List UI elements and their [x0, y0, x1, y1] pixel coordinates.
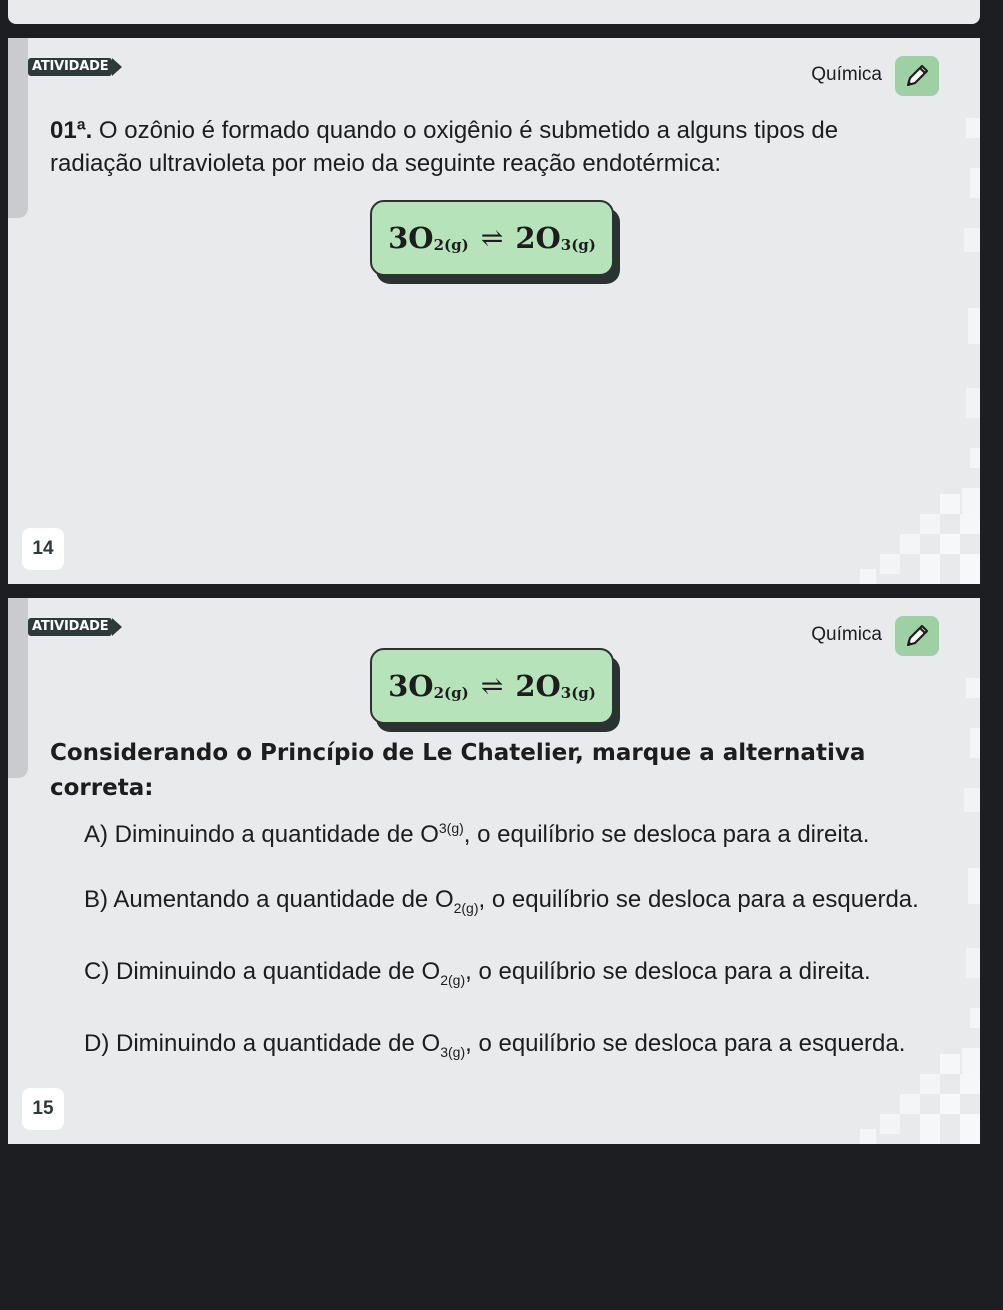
page-number: 15 — [22, 1088, 64, 1130]
chemical-equation — [370, 648, 614, 724]
chemical-equation — [370, 200, 614, 276]
page-number: 14 — [22, 528, 64, 570]
reactant: 3O — [388, 669, 434, 703]
equation-card — [370, 200, 622, 284]
question-text — [50, 114, 910, 180]
reactant: 3O — [388, 221, 434, 255]
slide-14 — [8, 38, 980, 584]
previous-slide-edge — [8, 0, 980, 24]
option-d-script: 3(g) — [440, 1043, 466, 1060]
option-a-tail: , o equilíbrio se desloca para a direita. — [463, 821, 870, 848]
option-c-script: 2(g) — [440, 971, 466, 988]
option-b-text: B) Aumentando a quantidade de O — [84, 886, 454, 913]
option-a-text: A) Diminuindo a quantidade de O — [84, 821, 439, 848]
product-state: 3(g) — [560, 684, 596, 702]
subject-label: Química — [811, 64, 882, 85]
product: 2O — [515, 669, 561, 703]
option-c — [84, 956, 944, 996]
pencil-icon — [895, 616, 939, 656]
question-body: O ozônio é formado quando o oxigênio é submetido a alguns tipos de radiação ultravioleta por meio da seguinte reação endotérmica: — [50, 117, 839, 177]
equilibrium-arrow: ⇌ — [480, 670, 504, 702]
option-c-text: C) Diminuindo a quantidade de O — [84, 958, 441, 985]
equation-card — [370, 648, 622, 732]
subject-label: Química — [811, 624, 882, 645]
option-a — [84, 813, 944, 850]
option-d-tail: , o equilíbrio se desloca para a esquerda. — [465, 1030, 906, 1057]
pixel-cluster-decoration — [840, 494, 980, 584]
product-state: 3(g) — [560, 236, 596, 254]
question-prompt: Considerando o Princípio de Le Chatelier, marque a alternativa correta: — [50, 740, 866, 801]
slide-15 — [8, 598, 980, 1144]
activity-badge: ATIVIDADE — [28, 58, 112, 76]
option-c-tail: , o equilíbrio se desloca para a direita. — [465, 958, 871, 985]
reactant-state: 2(g) — [433, 236, 469, 254]
option-b-tail: , o equilíbrio se desloca para a esquerda. — [478, 886, 919, 913]
reactant-state: 2(g) — [433, 684, 469, 702]
question-number: 01ª. — [50, 117, 93, 144]
pencil-icon — [895, 56, 939, 96]
activity-badge: ATIVIDADE — [28, 618, 112, 636]
option-b — [84, 884, 944, 924]
option-d — [84, 1028, 944, 1068]
pixel-cluster-decoration — [840, 1054, 980, 1144]
product: 2O — [515, 221, 561, 255]
option-b-script: 2(g) — [453, 899, 479, 916]
equilibrium-arrow: ⇌ — [480, 222, 504, 254]
option-a-script: 3(g) — [438, 820, 464, 836]
left-tab-decoration — [8, 598, 28, 778]
option-d-text: D) Diminuindo a quantidade de O — [84, 1030, 441, 1057]
left-tab-decoration — [8, 38, 28, 218]
